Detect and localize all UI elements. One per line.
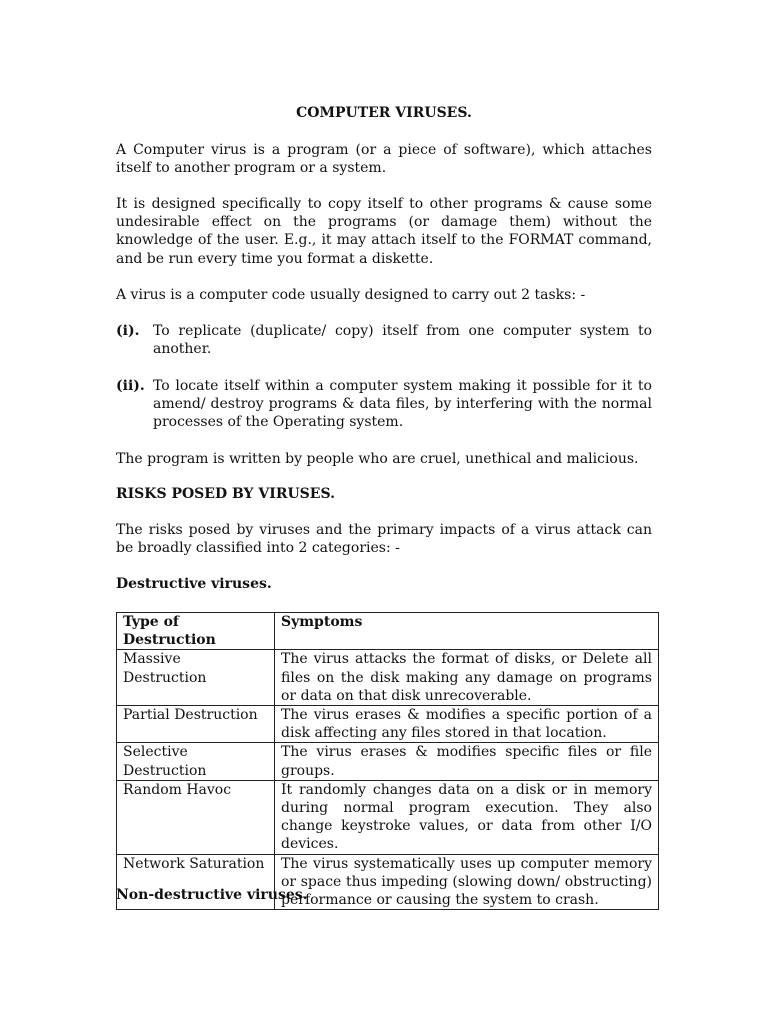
list-item-text: To locate itself within a computer system making it possible for it to amend/ destroy programs & data files, by interfering with the normal processes of the Operating system. — [153, 378, 652, 431]
tasks-intro-paragraph: A virus is a computer code usually designed to carry out 2 tasks: - — [116, 287, 586, 303]
destruction-type-cell: Network Saturation — [117, 854, 275, 910]
destruction-type-cell: Random Havoc — [117, 780, 275, 854]
design-paragraph: It is designed specifically to copy itself to other programs & cause some undesirable effect on the programs (or damage them) without the knowledge of the user. E.g., it may attach itself to the FORMAT command, and be run every time you format a diskette. — [116, 196, 652, 267]
symptoms-cell: The virus erases & modifies a specific portion of a disk affecting any files stored in that location. — [275, 706, 659, 743]
table-row — [117, 706, 659, 743]
symptoms-cell: The virus attacks the format of disks, or Delete all files on the disk making any damage on programs or data on that disk unrecoverable. — [275, 650, 659, 706]
list-item — [116, 322, 652, 358]
column-header-symptoms: Symptoms — [275, 613, 659, 650]
table-row — [117, 780, 659, 854]
symptoms-cell: The virus erases & modifies specific files or file groups. — [275, 743, 659, 780]
symptoms-cell: The virus systematically uses up computer memory or space thus impeding (slowing down/ obstructing) performance or causing the system to crash. — [275, 854, 659, 910]
table-row — [117, 743, 659, 780]
table-header-row — [117, 613, 659, 650]
destruction-table — [116, 612, 659, 910]
column-header-type: Type of Destruction — [117, 613, 275, 650]
destruction-type-cell: Selective Destruction — [117, 743, 275, 780]
destructive-heading: Destructive viruses. — [116, 576, 272, 592]
destruction-type-cell: Partial Destruction — [117, 706, 275, 743]
list-item-number: (i). — [116, 323, 140, 339]
list-item-number: (ii). — [116, 378, 145, 394]
page-title: COMPUTER VIRUSES. — [296, 105, 472, 121]
table-row — [117, 650, 659, 706]
destruction-type-cell: Massive Destruction — [117, 650, 275, 706]
symptoms-cell: It randomly changes data on a disk or in memory during normal program execution. They also change keystroke values, or data from other I/O devices. — [275, 780, 659, 854]
risks-heading: RISKS POSED BY VIRUSES. — [116, 486, 335, 502]
intro-paragraph: A Computer virus is a program (or a piece of software), which attaches itself to another program or a system. — [116, 142, 652, 177]
list-item-text: To replicate (duplicate/ copy) itself from one computer system to another. — [153, 323, 652, 358]
authors-paragraph: The program is written by people who are cruel, unethical and malicious. — [116, 451, 639, 467]
risks-paragraph: The risks posed by viruses and the primary impacts of a virus attack can be broadly classified into 2 categories: - — [116, 522, 652, 557]
nondestructive-heading: Non-destructive viruses. — [116, 887, 308, 903]
list-item — [116, 377, 652, 432]
